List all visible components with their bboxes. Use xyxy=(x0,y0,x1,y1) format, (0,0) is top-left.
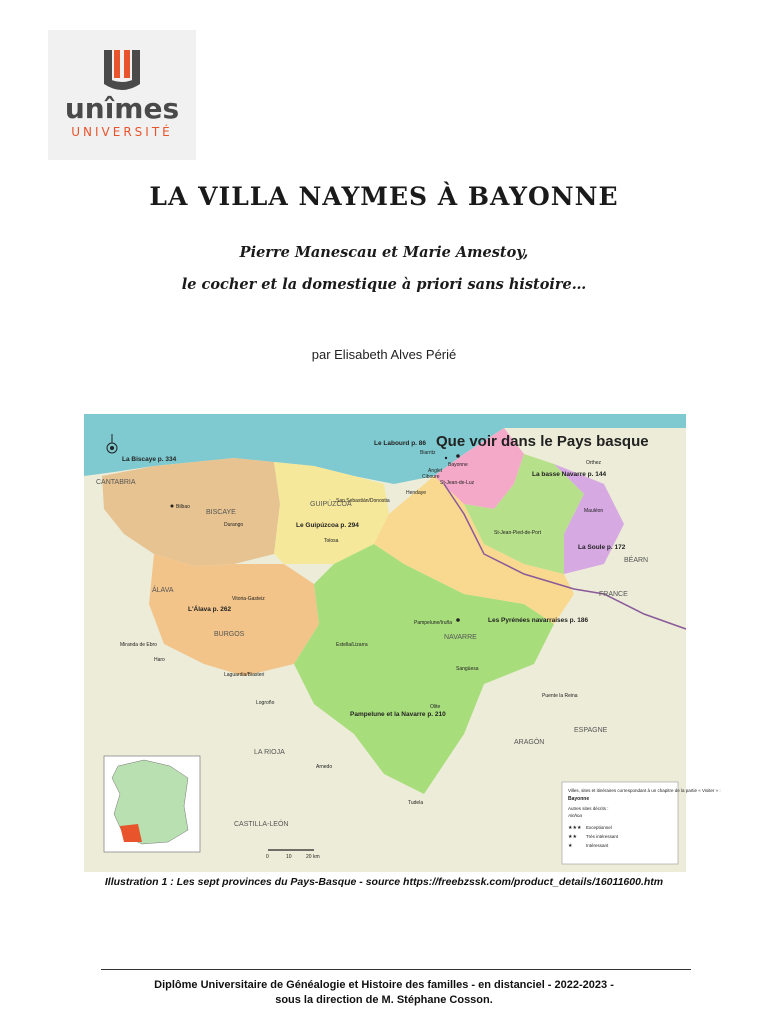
subtitle-line-1: Pierre Manescau et Marie Amestoy, xyxy=(239,244,529,261)
province-label-soule: La Soule p. 172 xyxy=(578,544,626,551)
legend-item-exceptional: Exceptionnel xyxy=(586,825,612,830)
region-label-la-rioja: LA RIOJA xyxy=(254,749,285,756)
province-label-labourd: Le Labourd p. 86 xyxy=(374,440,427,447)
city-bayonne: Bayonne xyxy=(448,462,468,468)
university-logo xyxy=(48,30,196,160)
city-estella: Estella/Lizarra xyxy=(336,642,368,648)
figure-caption: Illustration 1 : Les sept provinces du Pays-Basque - source https://freebzssk.com/product_details/16011600.htm xyxy=(104,876,664,888)
subtitle-line-2: le cocher et la domestique à priori sans histoire… xyxy=(181,276,587,293)
region-label-bearn: BÉARN xyxy=(624,557,649,564)
city-hendaye: Hendaye xyxy=(406,490,427,496)
city-bilbao: Bilbao xyxy=(176,504,190,510)
province-label-navarre: Pampelune et la Navarre p. 210 xyxy=(350,711,446,718)
city-san-sebastian: San Sebastián/Donostia xyxy=(336,498,390,504)
inset-france-map xyxy=(104,756,200,852)
legend-other: Autres sites décrits : xyxy=(568,806,609,811)
province-label-pyrenees: Les Pyrénées navarraises p. 186 xyxy=(488,617,589,624)
legend-example: Bayonne xyxy=(568,796,590,802)
map-heading: Que voir dans le Pays basque xyxy=(436,433,649,450)
city-miranda: Miranda de Ebro xyxy=(120,642,157,648)
city-tolosa: Tolosa xyxy=(324,538,339,544)
city-durango: Durango xyxy=(224,522,244,528)
legend-item-interesting: Intéressant xyxy=(586,843,609,848)
city-biarritz: Biarritz xyxy=(420,450,436,456)
legend-very-stars: ★★ xyxy=(568,834,577,840)
legend-title: Villes, sites et itinéraires correspondant à un chapitre de la partie « Visiter » : xyxy=(568,788,721,793)
province-label-guipuzcoa: Le Guipúzcoa p. 294 xyxy=(296,522,359,529)
city-sanguesa: Sangüesa xyxy=(456,666,479,672)
legend-exceptional-stars: ★★★ xyxy=(568,825,582,831)
province-label-biscaye: La Biscaye p. 334 xyxy=(122,456,177,463)
scale-20: 20 km xyxy=(306,854,320,860)
region-label-biscaye: BISCAYE xyxy=(206,509,236,516)
city-anglet: Anglet xyxy=(428,468,443,474)
city-olite: Olite xyxy=(430,704,441,710)
region-label-alava: ÁLAVA xyxy=(152,587,174,594)
province-label-basse-navarre: La basse Navarre p. 144 xyxy=(532,471,607,478)
city-tudela: Tudela xyxy=(408,800,424,806)
city-vitoria: Vitoria-Gasteiz xyxy=(232,596,265,602)
city-pampelune: Pampelune/Iruña xyxy=(414,620,453,626)
scale-10: 10 xyxy=(286,854,292,860)
legend-interesting-stars: ★ xyxy=(568,843,573,849)
city-haro: Haro xyxy=(154,657,165,663)
legend-item-very: Très intéressant xyxy=(586,834,619,839)
province-label-alava: L'Álava p. 262 xyxy=(188,606,232,613)
page-title: LA VILLA NAYMES À BAYONNE xyxy=(149,182,619,211)
author-line: par Elisabeth Alves Périé xyxy=(311,347,457,362)
region-label-espagne: ESPAGNE xyxy=(574,727,608,734)
university-emblem-icon xyxy=(48,30,196,92)
map-legend xyxy=(562,782,721,864)
logo-subtext: UNIVERSITÉ xyxy=(71,125,173,139)
region-label-cantabria: CANTABRIA xyxy=(96,479,136,486)
city-orthez: Orthez xyxy=(586,460,602,466)
city-ciboure: Ciboure xyxy=(422,474,440,480)
city-mauleon: Mauléon xyxy=(584,508,604,514)
region-label-france: FRANCE xyxy=(599,591,628,598)
city-puente-la-reina: Puente la Reina xyxy=(542,693,578,699)
city-st-jean-pied-de-port: St-Jean-Pied-de-Port xyxy=(494,530,541,536)
city-logrono: Logroño xyxy=(256,700,275,706)
scale-0: 0 xyxy=(266,854,269,860)
logo-wordmark: unîmes xyxy=(64,92,180,125)
region-label-guipuzcoa: GUIPÚZCOA xyxy=(310,501,352,508)
city-laguardia: Laguardia/Biasteri xyxy=(224,672,265,678)
footer-rule xyxy=(101,969,691,970)
region-label-burgos: BURGOS xyxy=(214,631,245,638)
city-st-jean-de-luz: St-Jean-de-Luz xyxy=(440,480,475,486)
region-label-aragon: ARAGÓN xyxy=(514,739,545,746)
footer-line-2: sous la direction de M. Stéphane Cosson. xyxy=(275,994,493,1006)
footer-line-1: Diplôme Universitaire de Généalogie et Histoire des familles - en distanciel - 2022-2023 - xyxy=(154,979,614,991)
legend-other-example: Ainhoa xyxy=(568,813,583,818)
region-label-castilla-leon: CASTILLA-LEÓN xyxy=(234,821,289,828)
region-label-navarre: NAVARRE xyxy=(444,634,477,641)
basque-country-map xyxy=(84,414,721,872)
city-arnedo: Arnedo xyxy=(316,764,333,770)
